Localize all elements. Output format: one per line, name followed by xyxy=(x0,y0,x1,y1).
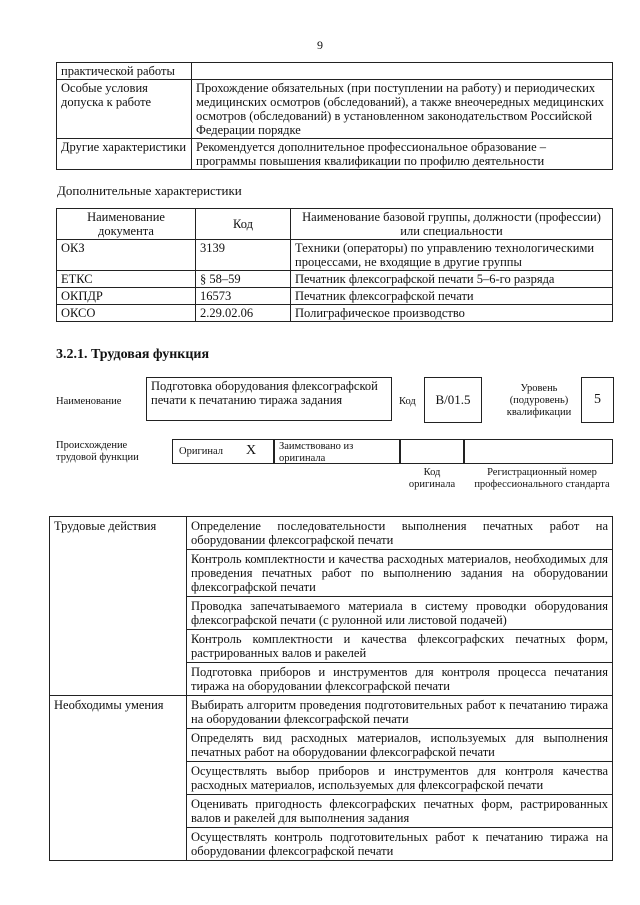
function-name-value: Подготовка оборудования флексографской печати к печатанию тиража задания xyxy=(146,377,392,421)
labor-action-item: Контроль комплектности и качества расходных материалов, необходимых для проведения печатных работ по выполнению задания на оборудовании флексографской печати xyxy=(187,550,613,597)
table-row xyxy=(57,305,613,322)
code-original-caption: Код оригинала xyxy=(408,467,456,490)
qualification-level-label: Уровень (подуровень) квалификации xyxy=(506,383,572,418)
labor-table xyxy=(49,516,613,861)
skill-item: Оценивать пригодность флексографских печатных форм, растрированных валов и ракелей для выполнения задания xyxy=(187,795,613,828)
column-header: Наименование документа xyxy=(57,209,196,240)
qualification-level-value: 5 xyxy=(581,377,614,423)
conditions-value: Прохождение обязательных (при поступлении на работу) и периодических медицинских осмотров (обследований), а также внеочередных медицинских осмотров (обследований) в установленном законодательством Российской Федерации порядке xyxy=(192,80,613,139)
conditions-value: Рекомендуется дополнительное профессиональное образование – программы повышения квалификации по профилю деятельности xyxy=(192,139,613,170)
function-name-label: Наименование xyxy=(56,396,122,407)
section-title: 3.2.1. Трудовая функция xyxy=(56,347,210,362)
skills-label: Необходимы умения xyxy=(50,696,187,861)
origin-row xyxy=(172,439,613,464)
labor-action-item: Проводка запечатываемого материала в систему проводки оборудования флексографской печати (с рулонной или листовой подачей) xyxy=(187,597,613,630)
conditions-label: Другие характеристики xyxy=(57,139,192,170)
labor-action-item: Подготовка приборов и инструментов для контроля процесса печатания тиража на оборудовании флексографской печати xyxy=(187,663,613,696)
table-row xyxy=(57,240,613,271)
conditions-value xyxy=(192,63,613,80)
skill-item: Определять вид расходных материалов, используемых для выполнения печатных работ на оборудовании флексографской печати xyxy=(187,729,613,762)
table-row xyxy=(50,517,613,550)
table-row xyxy=(50,696,613,729)
additional-table xyxy=(56,208,613,322)
table-cell: Техники (операторы) по управлению технологическими процессами, не входящие в другие группы xyxy=(291,240,613,271)
conditions-table xyxy=(56,62,613,170)
table-cell: 2.29.02.06 xyxy=(196,305,291,322)
additional-title: Дополнительные характеристики xyxy=(57,183,242,198)
table-row xyxy=(57,139,613,170)
function-code-label: Код xyxy=(399,396,416,407)
column-header: Наименование базовой группы, должности (профессии) или специальности xyxy=(291,209,613,240)
skill-item: Осуществлять контроль подготовительных работ к печатанию тиража на оборудовании флексографской печати xyxy=(187,828,613,861)
table-row xyxy=(57,271,613,288)
table-cell: ОКЗ xyxy=(57,240,196,271)
conditions-label: практической работы xyxy=(57,63,192,80)
skill-item: Выбирать алгоритм проведения подготовительных работ к печатанию тиража на оборудовании флексографской печати xyxy=(187,696,613,729)
original-label: Оригинал xyxy=(172,439,230,464)
table-row xyxy=(57,80,613,139)
page-number: 9 xyxy=(317,38,323,52)
labor-actions-label: Трудовые действия xyxy=(50,517,187,696)
table-cell: ОКПДР xyxy=(57,288,196,305)
conditions-label: Особые условия допуска к работе xyxy=(57,80,192,139)
borrowed-label: Заимствовано из оригинала xyxy=(274,439,400,464)
table-cell: Полиграфическое производство xyxy=(291,305,613,322)
skill-item: Осуществлять выбор приборов и инструментов для контроля качества расходных материалов, используемых для флексографской печати xyxy=(187,762,613,795)
table-header-row xyxy=(57,209,613,240)
labor-action-item: Определение последовательности выполнения печатных работ на оборудовании флексографской печати xyxy=(187,517,613,550)
table-row xyxy=(57,63,613,80)
column-header: Код xyxy=(196,209,291,240)
code-original-box xyxy=(400,439,464,464)
origin-label: Происхождение трудовой функции xyxy=(56,440,139,463)
table-cell: Печатник флексографской печати 5–6-го разряда xyxy=(291,271,613,288)
table-cell: ЕТКС xyxy=(57,271,196,288)
labor-action-item: Контроль комплектности и качества флексографских печатных форм, растрированных валов и ракелей xyxy=(187,630,613,663)
table-cell: Печатник флексографской печати xyxy=(291,288,613,305)
table-cell: 16573 xyxy=(196,288,291,305)
reg-number-caption: Регистрационный номер профессионального стандарта xyxy=(474,467,610,490)
table-cell: § 58–59 xyxy=(196,271,291,288)
function-code-value: B/01.5 xyxy=(424,377,482,423)
table-cell: 3139 xyxy=(196,240,291,271)
table-row xyxy=(57,288,613,305)
original-mark: X xyxy=(230,439,274,464)
table-cell: ОКСО xyxy=(57,305,196,322)
reg-number-box xyxy=(464,439,613,464)
